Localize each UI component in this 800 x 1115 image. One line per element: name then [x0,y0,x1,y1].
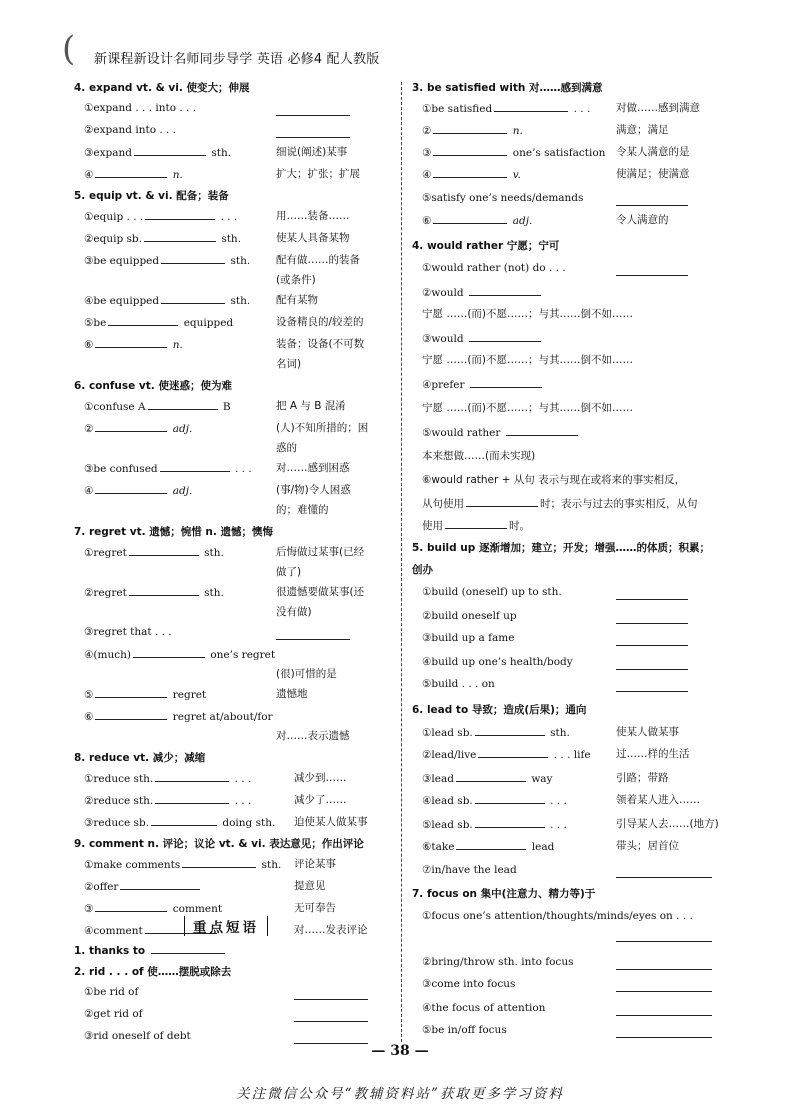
answer-blank[interactable] [616,980,712,992]
row-text: ③lead [422,773,454,785]
section-heading: 4. expand vt. & vi. 使变大；伸展 [74,82,250,94]
chinese-meaning: 本来想做……(而未实现) [422,450,536,462]
answer-blank[interactable] [276,126,350,138]
chinese-meaning: 令某人满意的是 [616,146,690,158]
row-text: ③expand [84,147,133,159]
exercise-row: ①focus one’s attention/thoughts/minds/eyes on . . . [422,910,693,922]
exercise-row [84,254,250,267]
fill-blank[interactable] [433,146,507,156]
column-divider [401,82,402,1042]
row-text: B [222,401,231,413]
chinese-meaning: 迫使某人做某事 [294,816,368,828]
row-text: ⑥ [84,339,94,351]
exercise-row: ③regret that . . . [84,626,172,638]
exercise-row [422,794,567,807]
row-text: lead [531,841,555,853]
chinese-meaning: 对……表示遗憾 [276,730,350,742]
exercise-row [422,378,544,391]
exercise-row: ①would rather (not) do . . . [422,262,566,274]
exercise-row: ③come into focus [422,978,516,990]
row-text: n. [172,169,183,181]
chinese-meaning: 装备；设备(不可数 [276,338,365,350]
section-heading: 5. equip vt. & vi. 配备；装备 [74,190,229,202]
row-text: . . . [220,211,238,223]
answer-blank[interactable] [616,658,688,670]
fill-blank[interactable] [475,818,545,828]
exercise-row [84,710,273,723]
row-text: ⑤lead sb. [422,819,473,831]
row-text: 使用 [422,520,443,532]
row-text: ④prefer [422,379,465,391]
chinese-meaning: 配有某物 [276,294,318,306]
row-text: ⑤ [84,689,94,701]
chinese-meaning: 减少到…… [294,772,347,784]
exercise-row: ⑤be in/off focus [422,1024,507,1036]
fill-blank[interactable] [433,214,507,224]
chinese-meaning: 惑的 [276,442,297,454]
chinese-meaning: 做了) [276,566,302,578]
row-text: 从句使用 [422,498,464,510]
fill-blank[interactable] [478,748,548,758]
exercise-row [422,214,532,227]
fill-blank[interactable] [433,124,507,134]
row-text: sth. [204,587,224,599]
answer-blank[interactable] [616,1004,712,1016]
exercise-row [84,146,231,159]
exercise-row [84,772,251,785]
fill-blank[interactable] [469,332,541,342]
answer-blank[interactable] [616,612,688,624]
fill-blank[interactable] [506,426,578,436]
exercise-row [422,818,567,831]
row-text: ①regret [84,547,127,559]
row-text: ⑤would rather [422,427,501,439]
fill-blank[interactable] [494,102,568,112]
chinese-meaning: (很)可惜的是 [276,668,337,680]
fill-blank[interactable] [161,254,225,264]
page-header [62,30,762,76]
row-text: ④lead sb. [422,795,473,807]
row-text: ②equip sb. [84,233,142,245]
fill-blank[interactable] [470,378,542,388]
row-text: ①reduce sth. [84,773,154,785]
row-text: . . . [550,795,567,807]
section-heading: 3. be satisfied with 对……感到满意 [412,82,603,94]
row-text: equipped [183,317,234,329]
row-text: ⑥ [84,711,94,723]
exercise-row: ⑥would rather + 从句 表示与现在或将来的事实相反， [422,474,686,486]
row-text: ④ [422,169,432,181]
row-text: n. [512,125,523,137]
exercise-row [84,484,192,497]
exercise-row [422,772,553,785]
chinese-meaning: 对……感到困惑 [276,462,350,474]
fill-blank[interactable] [433,168,507,178]
row-text: ②reduce sth. [84,795,154,807]
chinese-meaning: 过……样的生活 [616,748,690,760]
exercise-row [422,840,554,853]
fill-blank[interactable] [129,546,199,556]
row-text: ② [422,125,432,137]
row-text: . . . [234,773,252,785]
chinese-meaning: 引导某人去……(地方) [616,818,719,830]
row-text: 时。 [509,520,530,532]
row-text: n. [172,339,183,351]
chinese-meaning: 带头；居首位 [616,840,679,852]
chinese-meaning: 评论某事 [294,858,336,870]
answer-blank[interactable] [616,930,712,942]
fill-blank[interactable] [95,338,167,348]
exercise-row [84,338,183,351]
chinese-meaning: 对做……感到满意 [616,102,700,114]
fill-blank[interactable] [161,294,225,304]
row-text: . . . life [553,749,591,761]
chinese-meaning: 满意；满足 [616,124,669,136]
row-text: v. [512,169,521,181]
chinese-meaning: 没有做) [276,606,312,618]
chinese-meaning: 使满足；使满意 [616,168,690,180]
section-heading: 5. build up 逐渐增加；建立；开发；增强……的体质；积累； [412,542,710,554]
exercise-row [422,146,605,159]
exercise-row [422,494,698,514]
exercise-row [84,294,250,307]
chinese-meaning: (人)不知所措的；困 [276,422,369,434]
fill-blank[interactable] [182,858,256,868]
exercise-row [422,726,570,739]
exercise-row: ④the focus of attention [422,1002,546,1014]
section-heading: 7. regret vt. 遗憾；惋惜 n. 遗憾；懊悔 [74,526,274,538]
chinese-meaning: 设备精良的/较差的 [276,316,364,328]
exercise-row: ⑦in/have the lead [422,864,517,876]
exercise-row [84,168,183,181]
chinese-meaning: 把 A 与 B 混淆 [276,400,346,412]
row-text: ③ [84,903,94,915]
answer-blank[interactable] [616,264,688,276]
exercise-row: ①be rid of [84,986,139,998]
answer-blank[interactable] [276,628,350,640]
exercise-row: ②get rid of [84,1008,143,1020]
exercise-row [84,232,241,245]
key-phrases-title: 重点短语 [184,916,268,936]
chinese-meaning: 领着某人进入…… [616,794,700,806]
chinese-meaning: 细说(阐述)某事 [276,146,348,158]
chinese-meaning: 名词) [276,358,302,370]
chinese-meaning: (或条件) [276,274,316,286]
chinese-meaning: 扩大；扩张；扩展 [276,168,360,180]
exercise-row [422,102,590,115]
fill-blank[interactable] [95,484,167,494]
row-text: ⑥take [422,841,455,853]
chinese-meaning: 很遗憾要做某事(还 [276,586,365,598]
answer-blank[interactable] [616,958,712,970]
chinese-meaning: 配有做……的装备 [276,254,360,266]
row-text: ④(much) [84,649,131,661]
fill-blank[interactable] [469,286,541,296]
section-heading: 7. focus on 集中(注意力、精力等)于 [412,888,596,900]
row-text: sth. [211,147,232,159]
fill-blank[interactable] [145,210,215,220]
exercise-row [84,422,192,435]
row-text: ③be equipped [84,255,160,267]
answer-blank[interactable] [294,1010,368,1022]
header-title: 新课程新设计名师同步导学 英语 必修4 配人教版 [94,52,380,67]
chinese-meaning: (事/物)令人困惑 [276,484,351,496]
chinese-meaning: 令人满意的 [616,214,669,226]
fill-blank[interactable] [95,168,167,178]
heading-text: 1. thanks to [74,945,146,957]
exercise-row: ②build oneself up [422,610,517,622]
fill-blank[interactable] [120,880,200,890]
chinese-meaning: 后悔做过某事(已经 [276,546,365,558]
chinese-meaning: 的；难懂的 [276,504,329,516]
fill-blank[interactable] [95,688,167,698]
row-text: regret [172,689,207,701]
chinese-meaning: 提意见 [294,880,326,892]
row-text: sth. [221,233,242,245]
section-heading: 9. comment n. 评论；议论 vt. & vi. 表达意见；作出评论 [74,838,364,850]
row-text: adj. [172,485,193,497]
row-text: ④comment [84,925,143,937]
exercise-row [84,546,224,559]
answer-blank[interactable] [276,104,350,116]
exercise-row [422,286,543,299]
row-text: ①be satisfied [422,103,493,115]
row-text: sth. [550,727,570,739]
row-text: ②would [422,287,464,299]
section-heading [74,944,227,957]
chinese-meaning: 宁愿 ……(而)不愿……；与其……倒不如…… [422,402,634,414]
section-heading: 创办 [412,564,433,576]
row-text: ①make comments [84,859,181,871]
exercise-row: ②bring/throw sth. into focus [422,956,574,968]
fill-blank[interactable] [155,772,229,782]
answer-blank[interactable] [616,634,688,646]
header-brace-decoration: ( [62,29,76,69]
exercise-row: ③rid oneself of debt [84,1030,191,1042]
exercise-row [422,124,523,137]
section-heading: 8. reduce vt. 减少；减缩 [74,752,206,764]
row-text: one’s regret [210,649,276,661]
answer-blank[interactable] [616,866,712,878]
fill-blank[interactable] [456,772,526,782]
exercise-row [84,880,202,893]
fill-blank[interactable] [155,794,229,804]
row-text: ①lead sb. [422,727,473,739]
row-text: one’s satisfaction [512,147,606,159]
exercise-row [84,316,233,329]
chinese-meaning: 使某人做某事 [616,726,679,738]
fill-blank[interactable] [95,422,167,432]
chinese-meaning: 宁愿 ……(而)不愿……；与其……倒不如…… [422,354,634,366]
answer-blank[interactable] [616,588,688,600]
exercise-row: ④build up one’s health/body [422,656,573,668]
exercise-row [84,400,231,413]
fill-blank[interactable] [134,146,206,156]
exercise-row [84,210,237,223]
fill-blank[interactable] [475,726,545,736]
row-text: ③reduce sb. [84,817,150,829]
page-number: — 38 — [371,1043,429,1059]
chinese-meaning: 使某人具备某物 [276,232,350,244]
row-text: ③ [422,147,432,159]
footer-promo: 关注微信公众号“教辅资料站”获取更多学习资料 [236,1086,564,1102]
row-text: ①equip . . . [84,211,144,223]
row-text: way [531,773,553,785]
fill-blank[interactable] [133,648,205,658]
fill-blank[interactable] [95,710,167,720]
row-text: sth. [230,255,251,267]
answer-blank[interactable] [616,680,688,692]
fill-blank[interactable] [148,400,218,410]
row-text: sth. [230,295,251,307]
exercise-row: ②expand into . . . [84,124,177,136]
row-text: ①confuse A [84,401,146,413]
row-text: adj. [512,215,533,227]
exercise-row [84,794,251,807]
row-text: ④ [84,169,94,181]
fill-blank[interactable] [144,232,216,242]
row-text: doing sth. [222,817,276,829]
fill-blank[interactable] [466,497,538,507]
row-text: ④be equipped [84,295,160,307]
chinese-meaning: 遗憾地 [276,688,308,700]
exercise-row: ⑤build . . . on [422,678,495,690]
section-heading: 6. lead to 导致；造成(后果)；通向 [412,704,587,716]
chinese-meaning: 无可奉告 [294,902,336,914]
row-text: comment [172,903,223,915]
exercise-row [84,462,252,475]
row-text: ③would [422,333,464,345]
fill-blank[interactable] [445,519,507,529]
exercise-row [422,332,543,345]
row-text: sth. [261,859,282,871]
fill-blank[interactable] [129,586,199,596]
answer-blank[interactable] [294,988,368,1000]
exercise-row [422,516,530,536]
chinese-meaning: 减少了…… [294,794,347,806]
chinese-meaning: 用……装备…… [276,210,350,222]
row-text: ③be confused [84,463,158,475]
section-heading: 4. would rather 宁愿；宁可 [412,240,560,252]
row-text: regret at/about/for [172,711,273,723]
row-text: . . . [234,795,252,807]
row-text: . . . [550,819,567,831]
row-text: ④ [84,485,94,497]
fill-blank[interactable] [151,944,225,954]
fill-blank[interactable] [475,794,545,804]
row-text: adj. [172,423,193,435]
exercise-row [84,816,275,829]
exercise-row: ③build up a fame [422,632,515,644]
exercise-row [422,748,591,761]
row-text: ② [84,423,94,435]
row-text: sth. [204,547,224,559]
exercise-row [84,858,281,871]
row-text: ②lead/live [422,749,477,761]
chinese-meaning: 宁愿 ……(而)不愿……；与其……倒不如…… [422,308,634,320]
row-text: . . . [234,463,252,475]
fill-blank[interactable] [108,316,178,326]
row-text: ②regret [84,587,127,599]
fill-blank[interactable] [160,462,230,472]
row-text: 时；表示与过去的事实相反，从句 [540,498,698,510]
exercise-row [84,648,275,661]
exercise-row [422,168,521,181]
answer-blank[interactable] [616,1026,712,1038]
row-text: ⑤be [84,317,107,329]
fill-blank[interactable] [95,902,167,912]
row-text: ⑥ [422,215,432,227]
exercise-row [84,688,206,701]
exercise-row: ①expand . . . into . . . [84,102,197,114]
row-text: . . . [573,103,591,115]
fill-blank[interactable] [456,840,526,850]
exercise-row [84,586,224,599]
exercise-row: ⑤satisfy one’s needs/demands [422,192,584,204]
fill-blank[interactable] [151,816,217,826]
row-text: ②offer [84,881,119,893]
section-heading: 2. rid . . . of 使……摆脱或除去 [74,966,232,978]
section-heading: 6. confuse vt. 使迷惑；使为难 [74,380,232,392]
chinese-meaning: 对……发表评论 [294,924,368,936]
chinese-meaning: 引路；带路 [616,772,669,784]
exercise-row [84,902,222,915]
exercise-row: ①build (oneself) up to sth. [422,586,562,598]
answer-blank[interactable] [616,194,688,206]
exercise-row [422,426,580,439]
